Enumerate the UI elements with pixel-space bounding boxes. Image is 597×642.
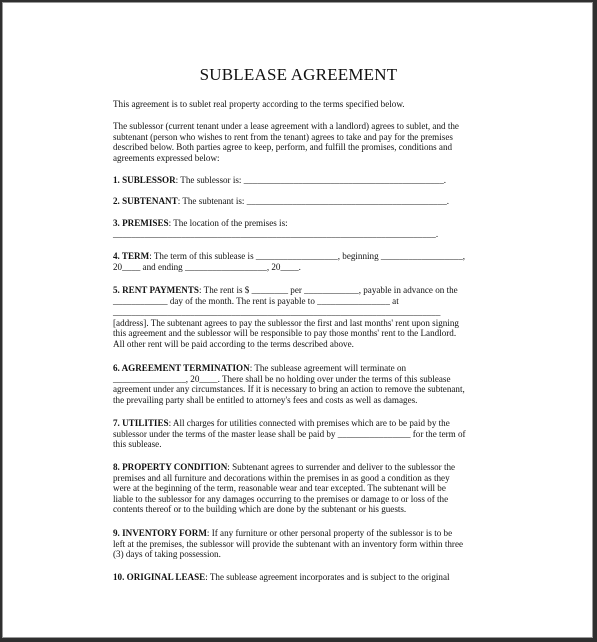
intro-line: This agreement is to sublet real property according to the terms specified below. [113, 99, 405, 109]
section-heading: 2. SUBTENANT [113, 196, 178, 206]
section-text: : The sublessor is: ____________________________________________. [175, 175, 447, 185]
section-agreement-termination [113, 363, 493, 405]
section-line: were at the beginning of the term, reasonable wear and tear excepted. The subtenant will be [113, 483, 446, 494]
section-text: : All charges for utilities connected with premises which are to be paid by the [168, 418, 450, 428]
section-first-line [113, 285, 493, 296]
section-text: : The sublease agreement incorporates and is subject to the original [205, 572, 450, 582]
parties-line: subtenant (person who wishes to rent from the tenant) agrees to take and pay for the premises [113, 131, 453, 142]
document-title: SUBLEASE AGREEMENT [199, 65, 398, 84]
document-page [3, 3, 594, 639]
section-line: this sublease. [113, 439, 162, 450]
section-inventory-form [113, 528, 493, 560]
section-text: : If any furniture or other personal property of the sublessor is to be [206, 528, 453, 538]
section-heading: 7. UTILITIES [113, 418, 169, 428]
section-line: [address]. The subtenant agrees to pay the sublessor the first and last months' rent upon signing [113, 317, 459, 328]
section-premises [113, 218, 493, 239]
section-first-line [113, 572, 493, 583]
parties-line: described below. Both parties agree to keep, perform, and fulfill the promises, conditions and [113, 142, 453, 153]
section-utilities [113, 418, 493, 450]
section-line: left at the premises, the sublessor will provide the subtenant with an inventory form within three [113, 538, 464, 549]
section-original-lease [113, 572, 493, 583]
section-line: 20____ and ending __________________, 20____. [113, 261, 301, 272]
section-line: ________________________________________________________________________ [113, 307, 441, 318]
section-heading: 5. RENT PAYMENTS [113, 285, 199, 295]
section-line: liable to the sublessor for any damages occurring to the premises or damage to or loss of the [113, 493, 449, 504]
document-frame [2, 2, 593, 638]
section-text: : The rent is $ ________ per ____________, payable in advance on the [199, 285, 458, 295]
intro-paragraph [113, 99, 493, 110]
section-first-line [113, 251, 493, 262]
section-line: the prevailing party shall be entitled to attorney's fees and costs as well as damages. [113, 394, 418, 405]
section-subtenant [113, 196, 493, 207]
section-first-line [113, 418, 493, 429]
section-line: sublessor under the terms of the master lease shall be paid by ________________ for the term of [113, 428, 466, 439]
section-term [113, 251, 493, 272]
section-text: : The subtenant is: ____________________________________________. [177, 196, 450, 206]
section-first-line [113, 196, 493, 207]
section-line: _______________________________________________________________________. [113, 228, 439, 239]
section-property-condition [113, 462, 493, 515]
section-text: : Subtenant agrees to surrender and deliver to the sublessor the [227, 462, 456, 472]
section-first-line [113, 363, 493, 374]
section-line: (3) days of taking possession. [113, 549, 221, 560]
section-heading: 1. SUBLESSOR [113, 175, 176, 185]
section-first-line [113, 175, 493, 186]
parties-paragraph [113, 121, 493, 163]
section-text: : The term of this sublease is __________________, beginning __________________, [149, 251, 466, 261]
section-heading: 10. ORIGINAL LEASE [113, 572, 206, 582]
section-heading: 4. TERM [113, 251, 150, 261]
section-sublessor [113, 175, 493, 186]
section-heading: 8. PROPERTY CONDITION [113, 462, 228, 472]
section-first-line [113, 218, 493, 229]
section-heading: 6. AGREEMENT TERMINATION [113, 363, 250, 373]
section-line: ____________ day of the month. The rent is payable to ________________ at [113, 295, 399, 306]
section-rent-payments [113, 285, 493, 350]
section-line: premises and all furniture and decorations within the premises in as good a condition as they [113, 472, 450, 483]
section-heading: 9. INVENTORY FORM [113, 528, 207, 538]
section-line: ________________, 20____. There shall be no holding over under the terms of this sublease [113, 373, 451, 384]
section-first-line [113, 462, 493, 473]
section-line: contents thereof or to the building which are done by the subtenant or his guests. [113, 504, 407, 515]
section-line: this agreement and the sublessor will be responsible to pay those months' rent to the Landlord. [113, 328, 457, 339]
section-first-line [113, 528, 493, 539]
section-heading: 3. PREMISES [113, 218, 169, 228]
section-text: : The location of the premises is: [168, 218, 288, 228]
parties-line: The sublessor (current tenant under a lease agreement with a landlord) agrees to sublet, and the [113, 121, 459, 131]
section-text: : The sublease agreement will terminate on [249, 363, 407, 373]
section-line: All other rent will be paid according to the terms described above. [113, 338, 354, 349]
section-line: agreement under any circumstances. If it is necessary to bring an action to remove the subtenant, [113, 384, 465, 395]
parties-line: agreements expressed below: [113, 152, 220, 163]
